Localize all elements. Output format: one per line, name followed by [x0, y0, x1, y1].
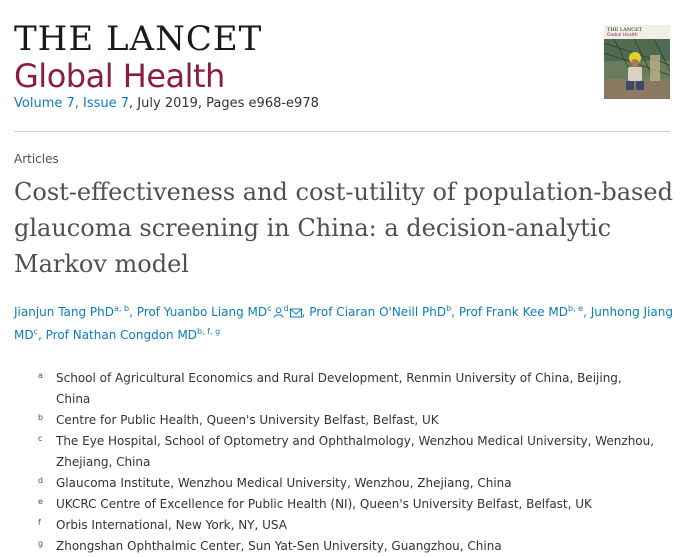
author-separator: ,	[38, 328, 46, 342]
issue-date-pages: , July 2019, Pages e968-e978	[129, 96, 319, 111]
affiliation-label: a	[38, 371, 43, 380]
affiliation-text: The Eye Hospital, School of Optometry and Ophthalmology, Wenzhou Medical University, Wenzhou, Zhejiang, China	[56, 434, 655, 469]
affiliation-text: Centre for Public Health, Queen's University Belfast, Belfast, UK	[56, 413, 439, 427]
affiliation-item	[38, 494, 658, 515]
author-separator: ,	[129, 305, 137, 319]
affiliation-text: Glaucoma Institute, Wenzhou Medical University, Wenzhou, Zhejiang, China	[56, 476, 512, 490]
affiliation-label: c	[38, 434, 43, 443]
author-affiliation-sup: a, b	[114, 304, 130, 313]
affiliation-list	[38, 368, 658, 557]
author-link[interactable]: Prof Frank Kee MD	[458, 305, 569, 319]
affiliation-item	[38, 536, 658, 557]
journal-brand[interactable]	[14, 20, 319, 111]
affiliation-item	[38, 368, 658, 410]
affiliation-label: d	[38, 476, 44, 485]
envelope-icon[interactable]	[290, 304, 302, 325]
author-separator: ,	[451, 305, 459, 319]
journal-cover-thumbnail[interactable]	[604, 25, 670, 99]
journal-subtitle: Global Health	[14, 57, 225, 95]
author-separator: ,	[301, 305, 310, 319]
issue-info	[14, 96, 319, 111]
cover-image	[604, 25, 670, 99]
author-affiliation-sup: b	[446, 304, 452, 313]
journal-masthead: THE LANCET	[14, 19, 263, 59]
header-divider	[14, 131, 670, 132]
affiliation-text: Orbis International, New York, NY, USA	[56, 518, 287, 532]
author-affiliation-sup: d	[283, 304, 289, 313]
author-affiliation-sup: c	[33, 327, 38, 336]
affiliation-text: Zhongshan Ophthalmic Center, Sun Yat-Sen University, Guangzhou, China	[56, 539, 502, 553]
volume-issue-link[interactable]: Volume 7, Issue 7	[14, 96, 130, 111]
affiliation-label: g	[38, 539, 44, 548]
affiliation-text: UKCRC Centre of Excellence for Public Health (NI), Queen's University Belfast, Belfast, UK	[56, 497, 592, 511]
affiliation-item	[38, 515, 658, 536]
author-affiliation-sup: b, e	[568, 304, 584, 313]
author-affiliation-sup: b, f, g	[197, 327, 221, 336]
article-type: Articles	[14, 152, 59, 166]
affiliation-item	[38, 473, 658, 494]
affiliation-label: f	[38, 518, 41, 527]
affiliation-label: e	[38, 497, 43, 506]
affiliation-label: b	[38, 413, 44, 422]
cover-subtitle: Global Health	[607, 33, 638, 38]
author-separator: ,	[583, 305, 591, 319]
author-link[interactable]: Jianjun Tang PhD	[14, 305, 115, 319]
affiliation-item	[38, 410, 658, 431]
cover-masthead: THE LANCET	[607, 27, 643, 33]
author-link[interactable]: Junhong Jiang MD	[14, 305, 673, 342]
author-link[interactable]: Prof Yuanbo Liang MD	[136, 305, 268, 319]
author-list	[14, 302, 679, 346]
author-affiliation-sup: c	[267, 304, 272, 313]
affiliation-text: School of Agricultural Economics and Rural Development, Renmin University of China, Beijing, China	[56, 371, 622, 406]
article-title: Cost-effectiveness and cost-utility of population-based glaucoma screening in China: a decision-analytic Markov model	[14, 178, 673, 278]
person-icon[interactable]	[273, 304, 284, 325]
affiliation-item	[38, 431, 658, 473]
author-link[interactable]: Prof Nathan Congdon MD	[45, 328, 198, 342]
author-link[interactable]: Prof Ciaran O'Neill PhD	[309, 305, 447, 319]
